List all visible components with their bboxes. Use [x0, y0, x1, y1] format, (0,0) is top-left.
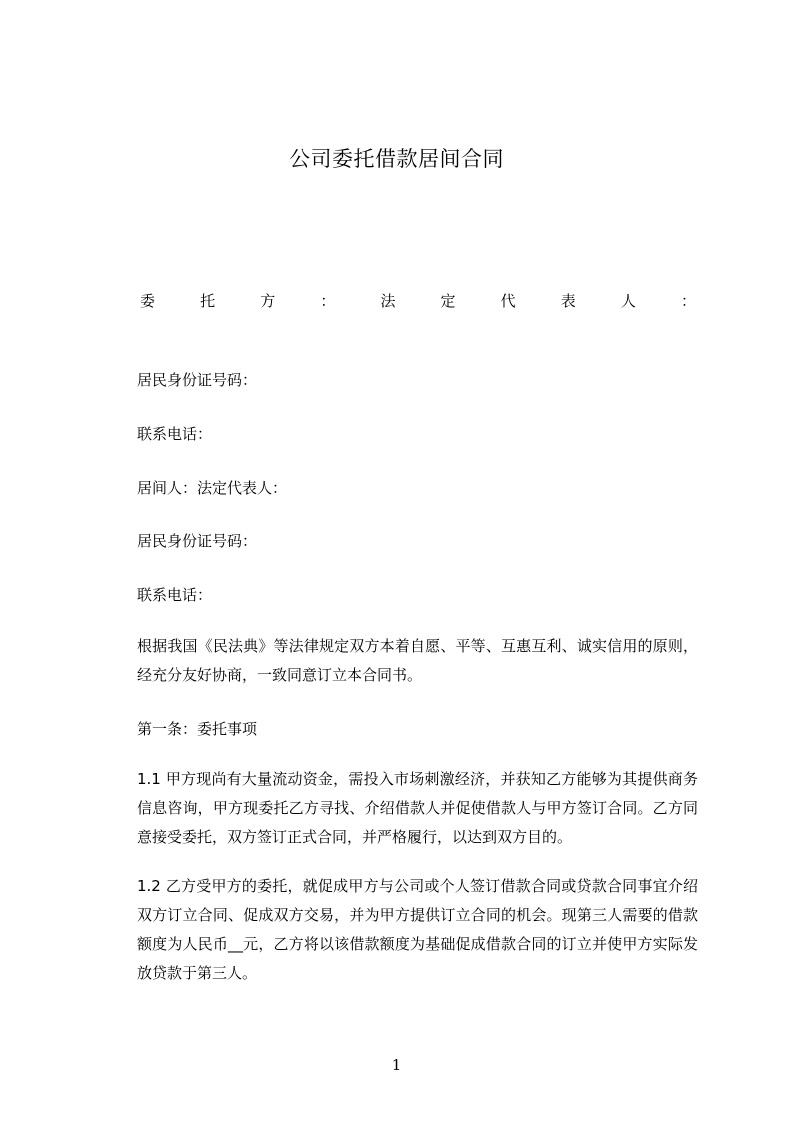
party-line-char: 法 [380, 292, 396, 310]
party-line-char: 人 [620, 292, 636, 310]
page-number: 1 [391, 1056, 402, 1074]
party-line-char: ： [320, 292, 336, 310]
clause-1-2-paragraph [105, 872, 698, 988]
party-line-char: 委 [140, 292, 156, 310]
document-title: 公司委托借款居间合同 [289, 147, 504, 171]
clause-1-1-paragraph [105, 765, 698, 852]
party-line-char: ： [680, 292, 696, 310]
party-line-char: 定 [440, 292, 456, 310]
article-1-heading: 第一条：委托事项 [137, 720, 258, 738]
party-line [140, 292, 696, 310]
clause-1-2-text: 1.2 乙方受甲方的委托，就促成甲方与公司或个人签订借款合同或贷款合同事宜介绍双方订立合同、促成双方交易，并为甲方提供订立合同的机会。现第三人需要的借款额度为人民币__元，乙方将以该借款额度为基础促成借款合同的订立并使甲方实际发放贷款于第三人。 [137, 877, 698, 982]
party-line-char: 方 [260, 292, 276, 310]
preamble-text: 根据我国《民法典》等法律规定双方本着自愿、平等、互惠互利、诚实信用的原则，经充分友好协商，一致同意订立本合同书。 [137, 637, 698, 684]
phone-field-2: 联系电话： [137, 586, 213, 604]
clause-1-1-text: 1.1 甲方现尚有大量流动资金，需投入市场刺激经济，并获知乙方能够为其提供商务信息咨询，甲方现委托乙方寻找、介绍借款人并促使借款人与甲方签订合同。乙方同意接受委托，双方签订正式合同，并严格履行，以达到双方目的。 [137, 770, 698, 846]
id-number-field-1: 居民身份证号码： [137, 371, 258, 389]
intermediary-field: 居间人：法定代表人： [137, 479, 288, 497]
party-line-char: 代 [500, 292, 516, 310]
party-line-char: 托 [200, 292, 216, 310]
id-number-field-2: 居民身份证号码： [137, 532, 258, 550]
party-line-char: 表 [560, 292, 576, 310]
phone-field-1: 联系电话： [137, 425, 213, 443]
preamble-paragraph [105, 632, 698, 690]
